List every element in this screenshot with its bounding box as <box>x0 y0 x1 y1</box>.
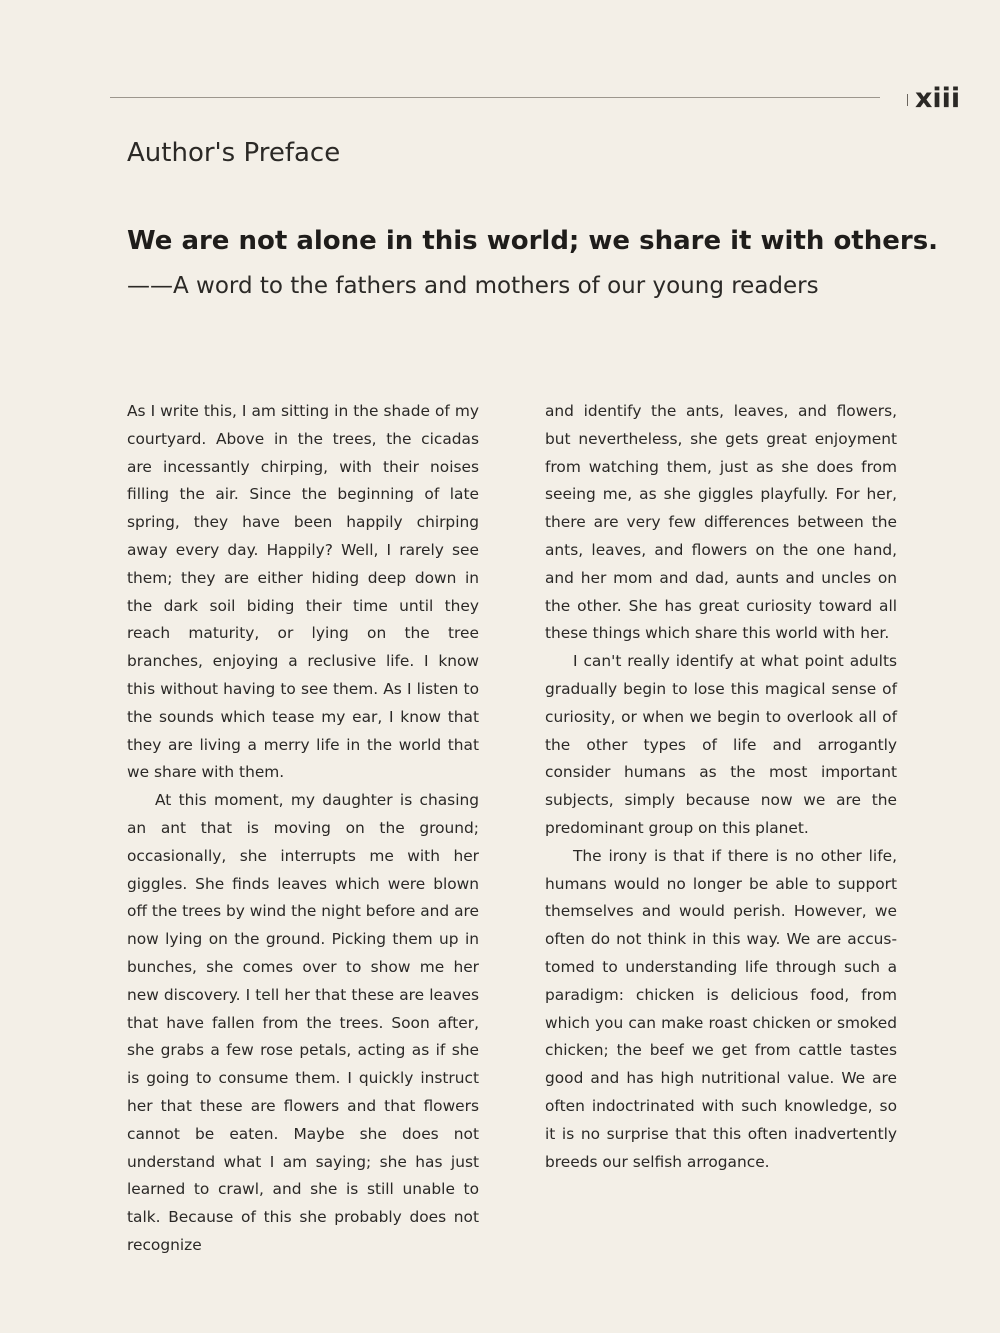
paragraph: As I write this, I am sitting in the shade of my courtyard. Above in the trees, the cicadas are incessantly chirping, with their noises filling the air. Since the beginning of late spring, they have been happily chirping away every day. Happily? Well, I rarely see them; they are either hiding deep down in the dark soil biding their time until they reach maturity, or lying on the tree branches, enjoying a reclusive life. I know this without having to see them. As I listen to the sounds which tease my ear, I know that they are living a merry life in the world that we share with them. <box>127 402 479 782</box>
paragraph: I can't really identify at what point adults gradually begin to lose this magical sense of curiosity, or when we begin to overlook all of the other types of life and arrogantly consider humans as the most important subjects, simply because now we are the predominant group on this planet. <box>545 652 897 837</box>
page-number: xiii <box>915 83 961 114</box>
body-column-right <box>545 398 897 1176</box>
paragraph: and identify the ants, leaves, and flowers, but nevertheless, she gets great enjoyment from watching them, just as she does from seeing me, as she giggles playfully. For her, there are very few differences between the ants, leaves, and flowers on the one hand, and her mom and dad, aunts and uncles on the other. She has great curiosity toward all these things which share this world with her. <box>545 402 897 643</box>
subtitle: ——A word to the fathers and mothers of our young readers <box>127 273 819 299</box>
body-column-left <box>127 398 479 1260</box>
page-number-tick <box>907 94 908 106</box>
header-rule <box>110 97 880 98</box>
headline: We are not alone in this world; we share it with others. <box>127 226 939 256</box>
paragraph: At this moment, my daughter is chasing an ant that is moving on the ground; occasionally, she interrupts me with her giggles. She finds leaves which were blown off the trees by wind the night before and are now lying on the ground. Picking them up in bunches, she comes over to show me her new discovery. I tell her that these are leaves that have fallen from the trees. Soon after, she grabs a few rose petals, acting as if she is going to consume them. I quickly instruct her that these are flowers and that flowers cannot be eaten. Maybe she does not understand what I am saying; she has just learned to crawl, and she is still unable to talk. Because of this she probably does not recognize <box>127 791 479 1254</box>
section-title: Author's Preface <box>127 138 341 168</box>
paragraph: The irony is that if there is no other life, humans would no longer be able to support themselves and would perish. However, we often do not think in this way. We are accustomed to understanding life through such a paradigm: chicken is delicious food, from which you can make roast chicken or smoked chicken; the beef we get from cattle tastes good and has high nutritional value. We are often indoctrinated with such knowledge, so it is no surprise that this often inadvertently breeds our selfish arrogance. <box>545 846 897 1171</box>
